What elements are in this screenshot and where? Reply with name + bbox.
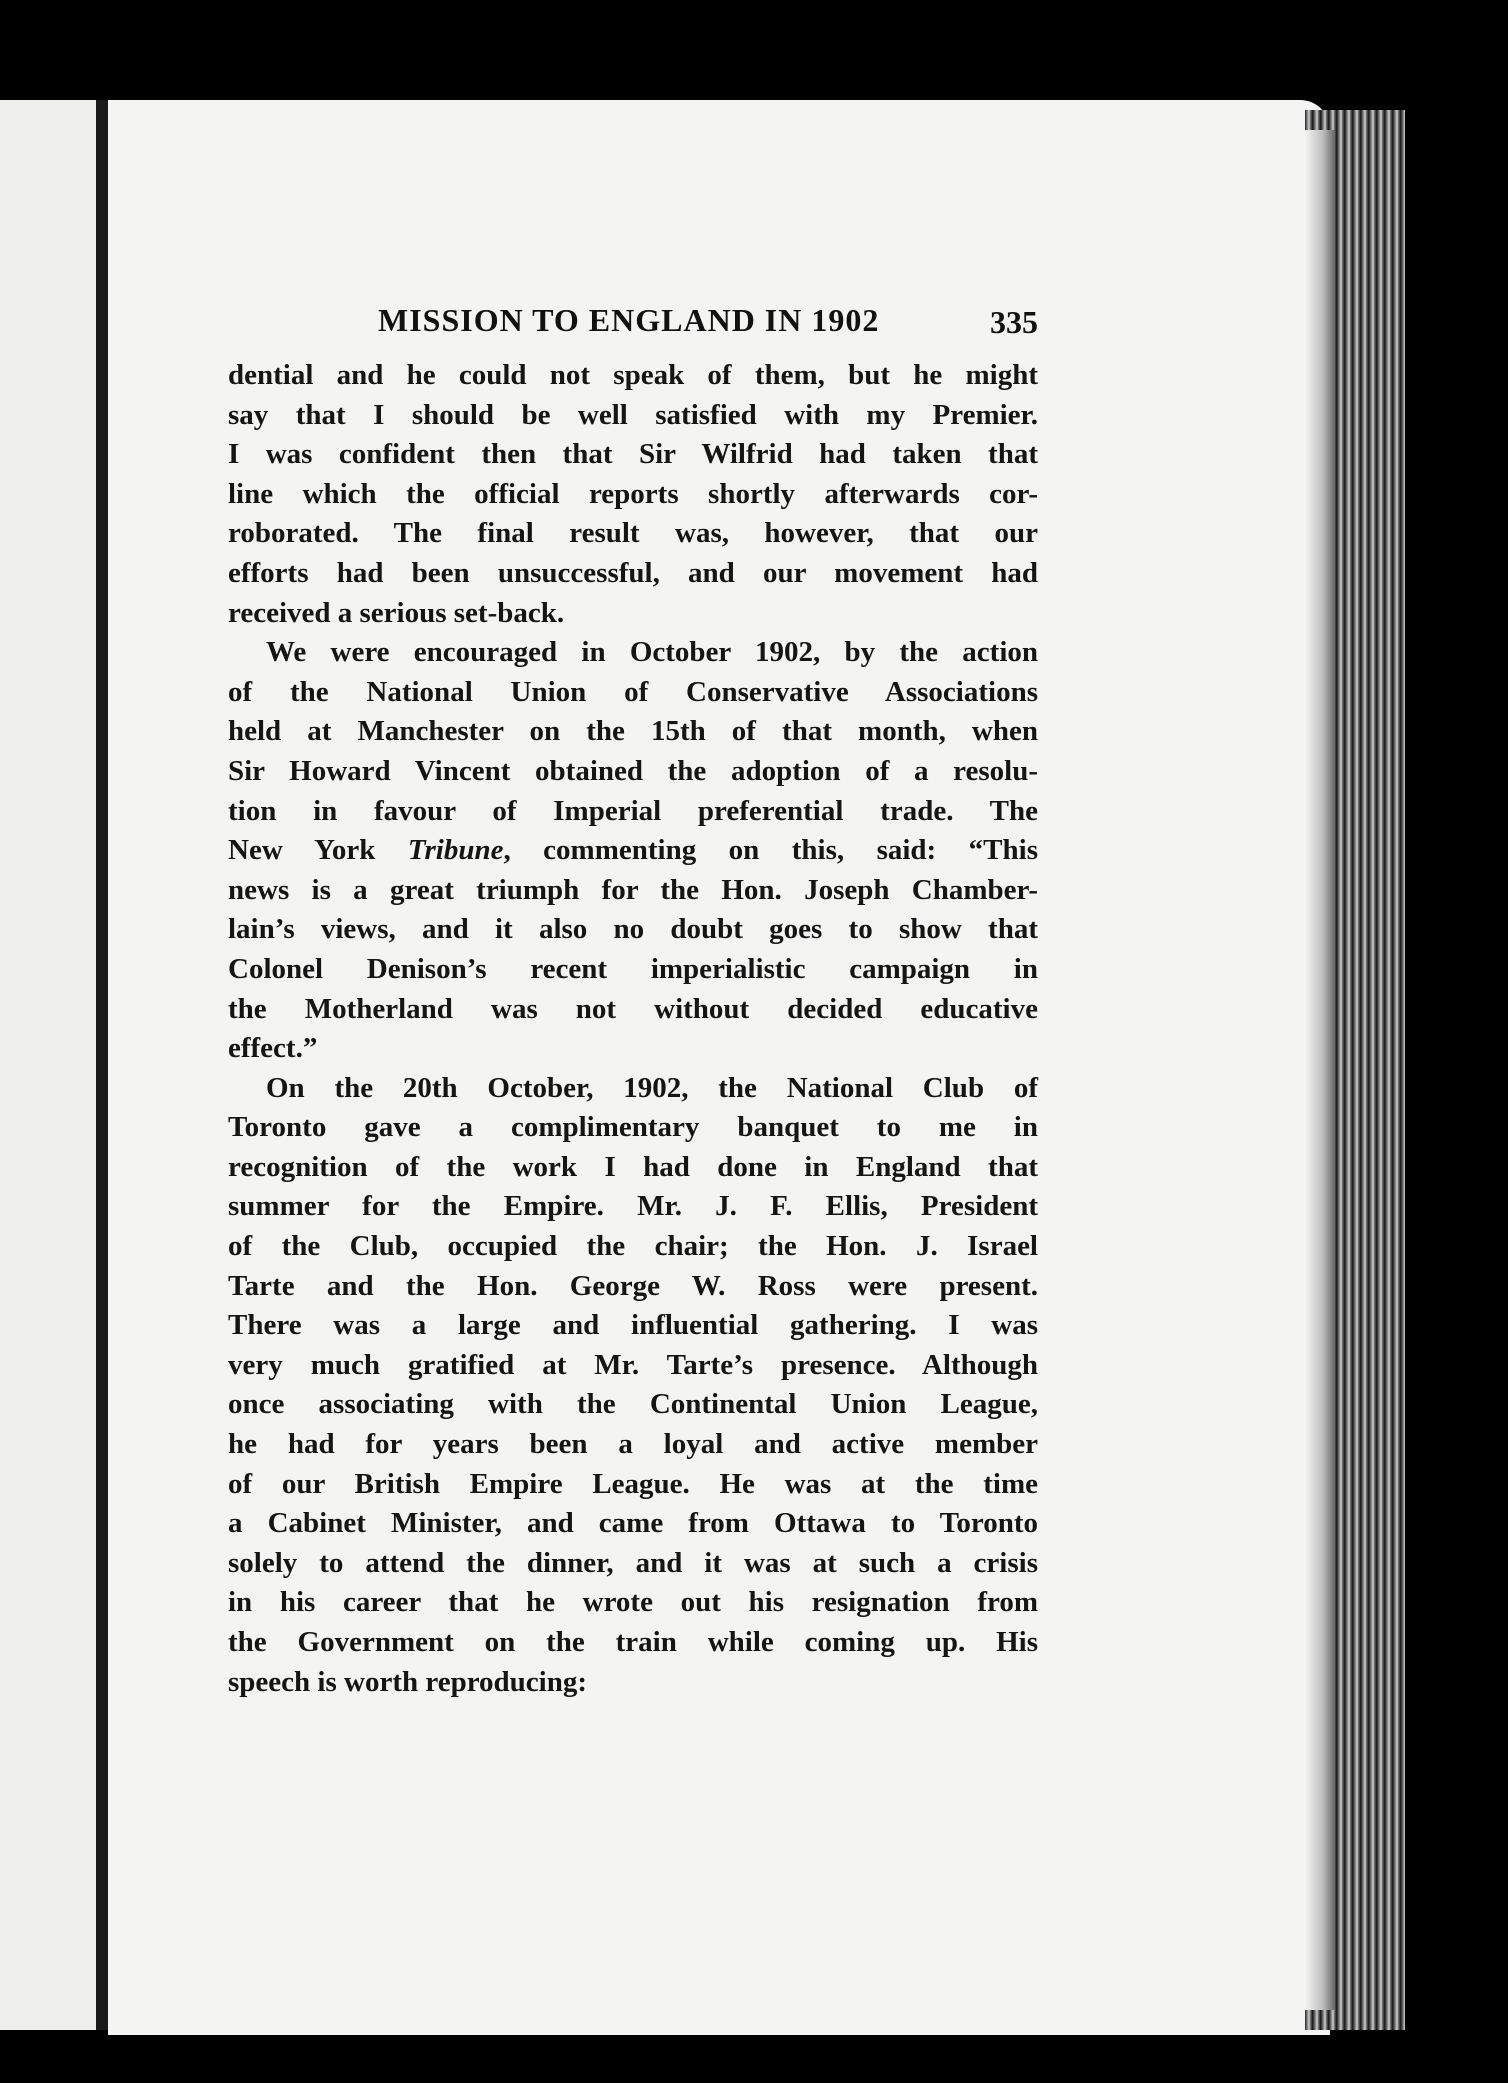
text-line: effect.” xyxy=(228,1032,318,1065)
previous-page-edge xyxy=(0,100,100,2030)
text-line: On the 20th October, 1902, the National Club of xyxy=(266,1071,1038,1104)
text-line: Sir Howard Vincent obtained the adoption of a resolu- xyxy=(228,754,1038,787)
text-line: the Motherland was not without decided educative xyxy=(228,992,1038,1025)
text-line: once associating with the Continental Union League, xyxy=(228,1388,1038,1421)
text-line: line which the official reports shortly afterwards cor- xyxy=(228,477,1038,510)
text-line: efforts had been unsuccessful, and our movement had xyxy=(228,556,1038,589)
text-line: dential and he could not speak of them, but he might xyxy=(228,359,1038,391)
text-line: There was a large and influential gathering. I was xyxy=(228,1309,1038,1342)
page-number: 335 xyxy=(990,304,1038,340)
text-line: Toronto gave a complimentary banquet to me in xyxy=(228,1111,1038,1144)
text-line: a Cabinet Minister, and came from Ottawa to Toronto xyxy=(228,1507,1038,1540)
text-line: in his career that he wrote out his resignation from xyxy=(228,1586,1038,1619)
text-line: Colonel Denison’s recent imperialistic campaign in xyxy=(228,952,1038,985)
text-line: of the Club, occupied the chair; the Hon. J. Israel xyxy=(228,1230,1038,1263)
text-line: news is a great triumph for the Hon. Joseph Chamber- xyxy=(228,873,1038,906)
text-line: Tarte and the Hon. George W. Ross were present. xyxy=(228,1269,1038,1302)
text-line: I was confident then that Sir Wilfrid had taken that xyxy=(228,438,1038,471)
text-line: tion in favour of Imperial preferential trade. The xyxy=(228,794,1038,827)
text-line: he had for years been a loyal and active member xyxy=(228,1428,1038,1461)
text-line: of the National Union of Conservative Associations xyxy=(228,675,1038,708)
book-gutter xyxy=(96,100,108,2030)
text-line: roborated. The final result was, however, that our xyxy=(228,517,1038,550)
text-line: solely to attend the dinner, and it was at such a crisis xyxy=(228,1546,1038,1579)
text-line: say that I should be well satisfied with my Premier. xyxy=(228,398,1038,431)
text-line: New York Tribune, commenting on this, said: “This xyxy=(228,834,1038,867)
text-line: speech is worth reproducing: xyxy=(228,1665,588,1698)
text-line: the Government on the train while coming up. His xyxy=(228,1626,1038,1658)
text-line: held at Manchester on the 15th of that month, when xyxy=(228,715,1038,748)
text-line: received a serious set-back. xyxy=(228,596,565,629)
text-line: summer for the Empire. Mr. J. F. Ellis, President xyxy=(228,1190,1038,1223)
text-line: of our British Empire League. He was at the time xyxy=(228,1467,1038,1500)
text-line: recognition of the work I had done in England that xyxy=(228,1150,1038,1183)
page-edge-shading xyxy=(1305,130,1335,2010)
running-title: MISSION TO ENGLAND IN 1902 xyxy=(378,302,880,338)
body-text xyxy=(228,356,1038,1702)
text-line: We were encouraged in October 1902, by the action xyxy=(266,636,1038,669)
text-line: lain’s views, and it also no doubt goes to show that xyxy=(228,913,1038,946)
text-line: very much gratified at Mr. Tarte’s presence. Although xyxy=(228,1348,1038,1381)
